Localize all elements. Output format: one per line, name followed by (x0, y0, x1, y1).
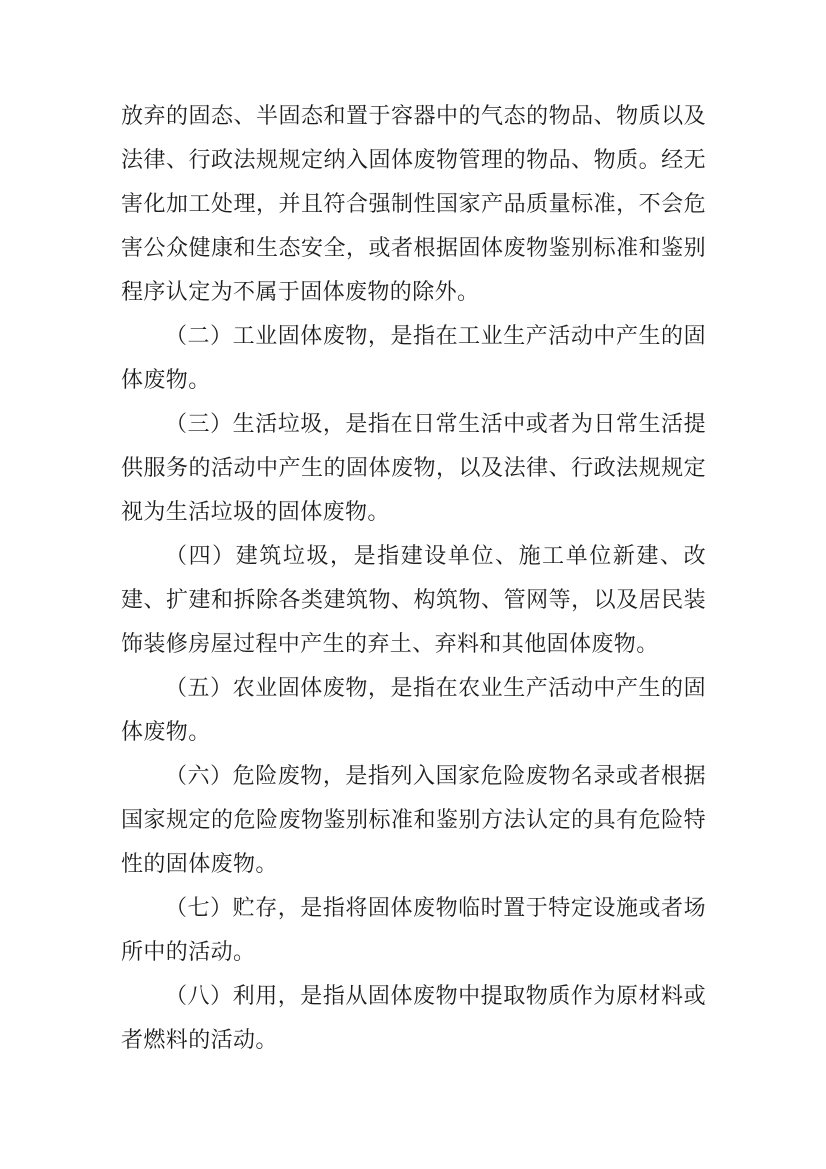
paragraph: （八）利用，是指从固体废物中提取物质作为原材料或者燃料的活动。 (121, 983, 706, 1052)
document-body (121, 94, 706, 1062)
paragraph: （三）生活垃圾，是指在日常生活中或者为日常生活提供服务的活动中产生的固体废物，以及法律、行政法规规定视为生活垃圾的固体废物。 (121, 411, 706, 524)
paragraph: （二）工业固体废物，是指在工业生产活动中产生的固体废物。 (121, 323, 706, 392)
paragraph: （四）建筑垃圾，是指建设单位、施工单位新建、改建、扩建和拆除各类建筑物、构筑物、管网等，以及居民装饰装修房屋过程中产生的弃土、弃料和其他固体废物。 (121, 543, 706, 656)
paragraph: （五）农业固体废物，是指在农业生产活动中产生的固体废物。 (121, 675, 706, 744)
paragraph: （六）危险废物，是指列入国家危险废物名录或者根据国家规定的危险废物鉴别标准和鉴别方法认定的具有危险特性的固体废物。 (121, 763, 706, 876)
paragraph: 放弃的固态、半固态和置于容器中的气态的物品、物质以及法律、行政法规规定纳入固体废物管理的物品、物质。经无害化加工处理，并且符合强制性国家产品质量标准，不会危害公众健康和生态安全，或者根据固体废物鉴别标准和鉴别程序认定为不属于固体废物的除外。 (121, 103, 706, 304)
paragraph: （七）贮存，是指将固体废物临时置于特定设施或者场所中的活动。 (121, 895, 706, 964)
